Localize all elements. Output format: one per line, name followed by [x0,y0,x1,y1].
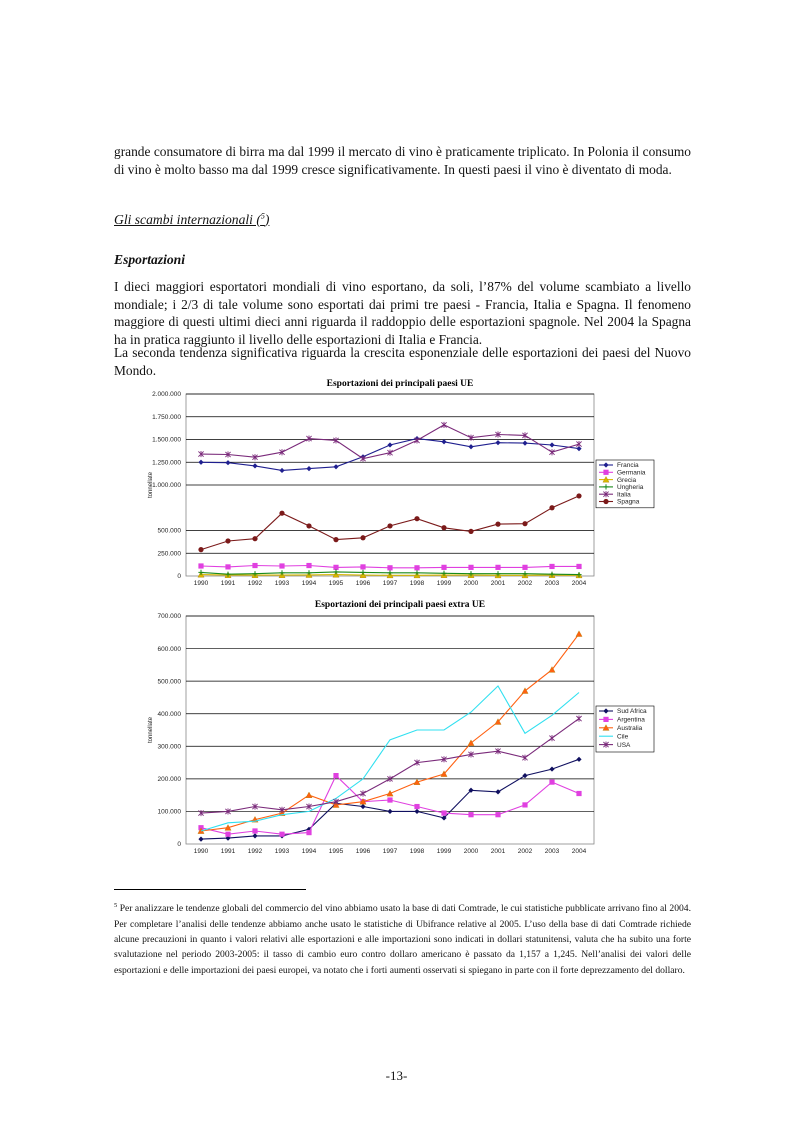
data-point [414,565,419,570]
legend-label: Italia [617,491,631,499]
data-point [549,564,554,569]
x-tick-label: 1999 [436,580,452,587]
y-tick-label: 400.000 [157,710,181,718]
x-tick-label: 2003 [544,848,560,855]
subheading-esportazioni: Esportazioni [114,252,186,267]
paragraph-1: I dieci maggiori esportatori mondiali di vino esportano, da soli, l’87% del volume scambiato a livello mondiale; i 2/3 di tale volume sono esportati dai primi tre paesi - Francia, Italia e Spagna. Il fenomeno maggiore di questi ultimi dieci anni riguarda il raddoppio delle esportazioni spagnole. Nel 2004 la Spagna ha in pratica raggiunto il livello delle esportazioni di Italia e Francia. [114,279,691,347]
data-point [198,563,203,568]
y-tick-label: 0 [177,573,181,581]
data-point [279,563,284,568]
data-point [468,812,473,817]
data-point [522,565,527,570]
intro-paragraph: grande consumatore di birra ma dal 1999 il mercato di vino è praticamente triplicato. In Polonia il consumo di vino è molto basso ma dal 1999 cresce significativamente. In questi paesi il vino è diventato di moda. [114,144,691,177]
data-point [225,832,230,837]
data-point [333,565,338,570]
y-tick-label: 1.250.000 [152,459,181,467]
y-tick-label: 700.000 [157,613,181,621]
x-tick-label: 2000 [463,848,479,855]
y-tick-label: 500.000 [157,678,181,686]
data-point [495,812,500,817]
legend-label: Germania [617,469,646,477]
x-tick-label: 1995 [328,848,344,855]
x-tick-label: 1998 [409,580,425,587]
x-tick-label: 1999 [436,848,452,855]
legend-label: USA [617,741,631,749]
legend-label: Spagna [617,498,640,506]
y-axis-label: tonnellate [148,471,154,499]
data-point [414,804,419,809]
data-point [279,511,284,516]
chart-extra-ue-exports [128,596,647,858]
data-point [360,535,365,540]
x-tick-label: 1997 [382,580,398,587]
section-heading-text: Gli scambi internazionali ( [114,211,261,227]
x-tick-label: 1990 [193,848,209,855]
data-point [252,563,257,568]
y-tick-label: 1.750.000 [152,413,181,421]
chart-ue-svg [128,374,646,592]
paragraph-2: La seconda tendenza significativa riguarda la crescita esponenziale delle esportazioni dei paesi del Nuovo Mondo. [114,345,691,378]
legend-label: Ungheria [617,484,644,492]
data-point [576,791,581,796]
data-point [522,521,527,526]
data-point [387,565,392,570]
x-tick-label: 2000 [463,580,479,587]
legend [596,706,654,752]
legend-label: Cile [617,733,629,741]
x-tick-label: 1991 [220,580,236,587]
x-tick-label: 1996 [355,580,371,587]
legend-marker [603,470,608,475]
data-point [225,564,230,569]
y-tick-label: 600.000 [157,645,181,653]
data-point [252,828,257,833]
legend [596,460,654,508]
y-tick-label: 100.000 [157,808,181,816]
legend-marker [603,717,608,722]
chart-extra-ue-svg [128,596,647,858]
data-point [360,564,365,569]
data-point [495,522,500,527]
x-tick-label: 1998 [409,848,425,855]
data-point [522,802,527,807]
y-tick-label: 1.500.000 [152,436,181,444]
data-point [306,830,311,835]
legend-label: Francia [617,462,639,470]
y-tick-label: 1.000.000 [152,482,181,490]
data-point [414,516,419,521]
data-point [333,773,338,778]
data-point [225,538,230,543]
y-axis-label: tonnellate [148,716,154,744]
x-tick-label: 1993 [274,848,290,855]
x-tick-label: 1992 [247,580,263,587]
x-tick-label: 1991 [220,848,236,855]
data-point [549,505,554,510]
legend-label: Sud Africa [617,708,647,716]
footnote-text: Per analizzare le tendenze globali del commercio del vino abbiamo usato la base di dati Comtrade, le cui statistiche pubblicate arrivano fino al 2004. Per completare l’analisi delle tendenze abbiamo anche usato le statistiche di Ubifrance relative al 2005. L’uso della base di dati Comtrade richiede alcune precauzioni in quanto i valori relativi alle esportazioni e alle importazioni sono indicati in dollari statunitensi, valuta che ha subito una forte svalutazione nel periodo 2003-2005: il tasso di cambio euro contro dollaro americano è passato da 1,157 a 1,245. Nell’analisi dei valori delle esportazioni e delle importazioni dei paesi europei, va notato che i forti aumenti osservati si spiegano in parte con il forte deprezzamento del dollaro. [114,903,691,976]
data-point [198,547,203,552]
data-point [495,565,500,570]
chart-ue-exports [128,374,646,592]
data-point [306,563,311,568]
y-tick-label: 500.000 [157,527,181,535]
x-tick-label: 1995 [328,580,344,587]
data-point [549,780,554,785]
legend-label: Grecia [617,476,637,484]
x-tick-label: 1993 [274,580,290,587]
data-point [441,565,446,570]
y-tick-label: 200.000 [157,776,181,784]
data-point [576,564,581,569]
y-tick-label: 2.000.000 [152,391,181,399]
y-tick-label: 300.000 [157,743,181,751]
x-tick-label: 2003 [544,580,560,587]
x-tick-label: 2004 [571,580,587,587]
page-number: -13- [385,1068,408,1083]
data-point [252,536,257,541]
section-heading-close: ) [264,211,270,227]
x-tick-label: 2001 [490,580,506,587]
data-point [387,523,392,528]
y-tick-label: 0 [177,841,181,849]
chart-title: Esportazioni dei principali paesi UE [326,379,474,389]
x-tick-label: 1992 [247,848,263,855]
section-heading [114,211,269,228]
x-tick-label: 2001 [490,848,506,855]
data-point [441,525,446,530]
legend-label: Argentina [617,716,645,724]
section-heading-note[interactable]: 5 [260,211,265,220]
x-tick-label: 1994 [301,580,317,587]
legend-label: Australia [617,725,643,732]
x-tick-label: 1997 [382,848,398,855]
footnote [114,898,691,978]
data-point [279,832,284,837]
x-tick-label: 1990 [193,580,209,587]
chart-title: Esportazioni dei principali paesi extra UE [314,600,486,610]
footnote-divider [114,889,306,890]
x-tick-label: 2004 [571,848,587,855]
x-tick-label: 2002 [517,848,533,855]
data-point [468,529,473,534]
x-tick-label: 1996 [355,848,371,855]
x-tick-label: 1994 [301,848,317,855]
data-point [387,797,392,802]
y-tick-label: 250.000 [157,550,181,558]
x-tick-label: 2002 [517,580,533,587]
data-point [468,565,473,570]
data-point [333,537,338,542]
data-point [306,523,311,528]
data-point [441,810,446,815]
data-point [576,493,581,498]
footnote-marker: 5 [114,902,118,909]
legend-marker [603,499,608,504]
